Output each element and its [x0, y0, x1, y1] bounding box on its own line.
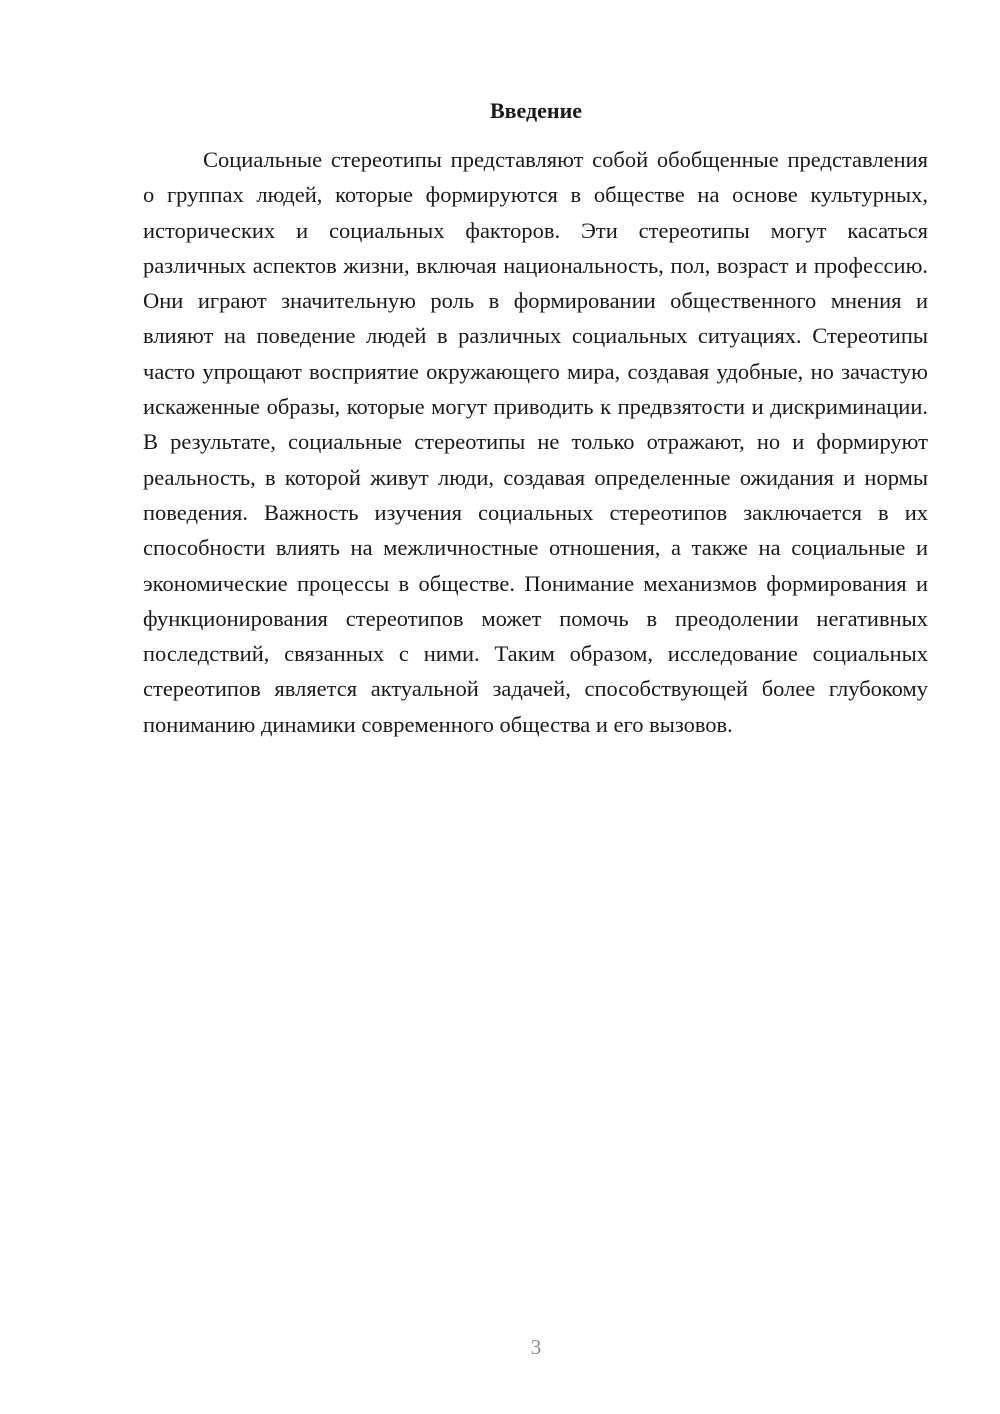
body-paragraph: Социальные стереотипы представляют собой обобщенные представления о группах людей, которые формируются в обществе на основе культурных, исторических и социальных факторов. Эти стереотипы могут касаться различных аспектов жизни, включая национальность, пол, возраст и профессию. Они играют значительную роль в формировании общественного мнения и влияют на поведение людей в различных социальных ситуациях. Стереотипы часто упрощают восприятие окружающего мира, создавая удобные, но зачастую искаженные образы, которые могут приводить к предвзятости и дискриминации. В результате, социальные стереотипы не только отражают, но и формируют реальность, в которой живут люди, создавая определенные ожидания и нормы поведения. Важность изучения социальных стереотипов заключается в их способности влиять на межличностные отношения, а также на социальные и экономические процессы в обществе. Понимание механизмов формирования и функционирования стереотипов может помочь в преодолении негативных последствий, связанных с ними. Таким образом, исследование социальных стереотипов является актуальной задачей, способствующей более глубокому пониманию динамики современного общества и его вызовов. — [143, 147, 928, 737]
page-number: 3 — [530, 1335, 542, 1359]
section-title: Введение — [489, 98, 583, 123]
